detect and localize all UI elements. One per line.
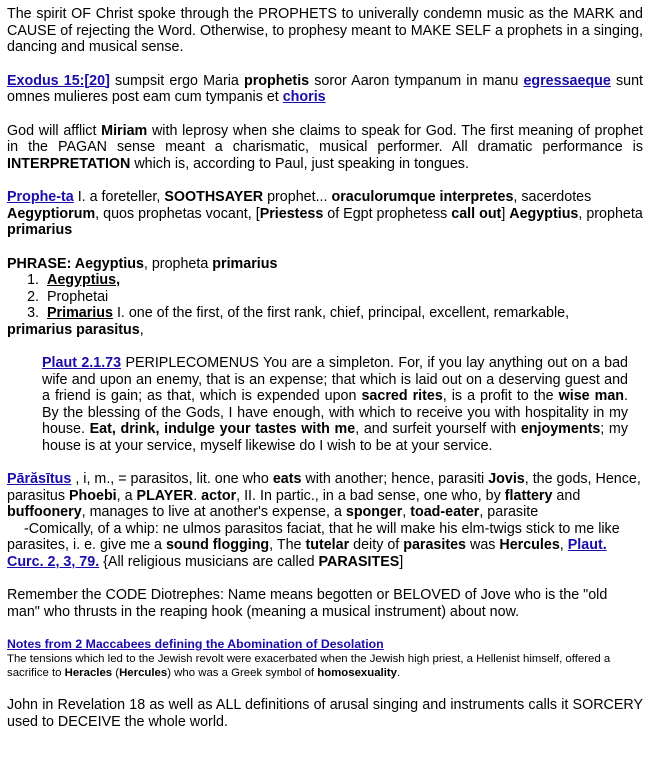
text: , propheta — [578, 205, 643, 222]
aegyptius-link[interactable]: Aegyptius, — [47, 272, 121, 288]
text: , — [139, 321, 144, 338]
egressaeque-link[interactable]: egressaeque — [523, 72, 611, 89]
text: deity of — [349, 537, 404, 553]
text: soror Aaron tympanum in manu — [309, 72, 524, 89]
text: , II. In partic., in a bad sense, one who, by — [236, 487, 505, 504]
text: , propheta — [143, 255, 213, 272]
exodus-paragraph — [7, 73, 643, 106]
bold-term: enjoyments — [520, 421, 601, 437]
phrase-tail — [7, 322, 643, 339]
plaut-curc-link[interactable]: Plaut. Curc. 2, 3, 79. — [7, 537, 607, 570]
text: was — [466, 537, 500, 553]
plaut-link[interactable]: Plaut 2.1.73 — [42, 355, 122, 371]
choris-link[interactable]: choris — [282, 89, 326, 105]
text: sumpsit ergo Maria — [109, 72, 244, 89]
miriam-paragraph — [7, 123, 643, 173]
bold-term: wise man — [558, 388, 625, 404]
maccabees-notes-link[interactable]: Notes from 2 Maccabees defining the Abomination of Desolation — [7, 637, 384, 651]
bold-term: primarius — [212, 255, 278, 272]
bold-term: Eat, drink, indulge your tastes with me — [89, 421, 356, 437]
text: and — [552, 487, 581, 504]
bold-term: eats — [272, 471, 302, 487]
revelation-paragraph — [7, 697, 643, 730]
text: John in Revelation 18 as well as ALL definitions of arusal singing and instruments calls it SORCERY used to DECEIVE the whole world. — [7, 697, 643, 730]
text: , — [559, 537, 568, 553]
phrase-list — [7, 272, 643, 322]
text: , manages to live at another's expense, a — [81, 504, 346, 520]
text: Prophetai — [47, 288, 109, 305]
intro-text: The spirit OF Christ spoke through the PROPHETS to univerally condemn music as the MARK and CAUSE of rejecting the Word. Otherwise, to prophesy meant to MAKE SELF a prophets in a singing, dancing and musical sense. — [7, 6, 643, 55]
bold-term: sponger — [345, 504, 403, 520]
bold-term: sacred rites — [361, 388, 443, 404]
bold-term: homosexuality — [317, 667, 397, 679]
plautus-quote — [42, 355, 628, 454]
code-paragraph — [7, 587, 643, 620]
text: , sacerdotes — [513, 189, 592, 205]
maccabees-notes-text — [7, 652, 643, 680]
text: I. a foreteller, — [73, 189, 165, 205]
phrase-label: PHRASE: Aegyptius — [7, 255, 144, 272]
bold-term: PARASITES — [318, 553, 400, 570]
parasitus-link[interactable]: Pārăsītus — [7, 471, 72, 487]
text: ; my house is at your service, myself likewise do I wish to be at your service. — [42, 421, 628, 454]
text: ] — [501, 205, 510, 222]
phrase-section — [7, 256, 643, 339]
bold-term: SOOTHSAYER — [164, 189, 264, 205]
list-item — [43, 272, 643, 289]
text: Remember the CODE Diotrephes: Name means begotten or BELOVED of Jove who is the "old man" who thrusts in the reaping hook (meaning a musical instrument) about now. — [7, 587, 608, 620]
bold-term: toad-eater — [410, 504, 480, 520]
text: -Comically, of a whip: ne ulmos parasitos faciat, that he will make his elm-twigs stick to me like parasites, i. e. give me a — [7, 520, 620, 553]
text: , quos prophetas vocant, [ — [95, 205, 260, 222]
bold-term: prophetis — [243, 72, 310, 89]
bold-term: primarius — [7, 222, 73, 238]
bold-term: sound flogging — [165, 537, 270, 553]
bold-term: Heracles — [64, 667, 113, 679]
bold-term: flattery — [504, 487, 553, 504]
bold-term: buffoonery — [7, 504, 82, 520]
bold-term: Aegyptius — [509, 205, 579, 222]
text: , parasite — [479, 504, 539, 520]
bold-term: actor — [201, 487, 237, 504]
text: prophet... — [263, 189, 332, 205]
text: . — [397, 667, 401, 679]
text: ( — [112, 667, 120, 679]
text: PERIPLECOMENUS You are a simpleton. For, if you lay anything out on a bad wife and upon an enemy, that is an expense; that which is laid out on a deserving guest and a friend is gain; as that, which is expended upon — [42, 355, 628, 404]
bold-term: primarius parasitus — [7, 321, 140, 338]
text: ] — [399, 553, 404, 570]
text: I. one of the first, of the first rank, chief, principal, excellent, remarkable, — [112, 305, 570, 321]
text: {All religious musicians are called — [99, 553, 319, 570]
bold-term: Phoebi — [68, 487, 117, 504]
text: The tensions which led to the Jewish revolt were exacerbated when the Jewish high priest, a Hellenist himself, offered a sacrifice to — [7, 653, 611, 679]
bold-term: Miriam — [101, 122, 148, 139]
text: ) who was a Greek symbol of — [167, 667, 318, 679]
bold-term: Hercules — [499, 537, 560, 553]
bold-term: call out — [451, 205, 502, 222]
text: , i, m., = parasitos, lit. one who — [71, 471, 273, 487]
bold-term: Aegyptiorum — [7, 205, 96, 222]
exodus-link[interactable]: Exodus 15:[20] — [7, 72, 110, 89]
propheta-paragraph — [7, 189, 643, 239]
text: . By the blessing of the Gods, I have enough, with which to receive you with hospitality in my house. — [42, 388, 629, 437]
bold-term: oraculorumque interpretes — [331, 189, 514, 205]
list-item — [43, 289, 643, 306]
bold-term: INTERPRETATION — [7, 155, 131, 172]
text: , and surfeit yourself with — [355, 421, 521, 437]
text: , a — [116, 487, 137, 504]
text: . — [193, 487, 202, 504]
bold-term: Priestess — [259, 205, 324, 222]
parasitus-paragraph — [7, 471, 643, 570]
text: , The — [269, 537, 306, 553]
text: with leprosy when she claims to speak for God. The first meaning of prophet in the PAGAN sense meant a charismatic, musical performer. All dramatic performance is — [7, 122, 644, 155]
list-item — [43, 305, 643, 322]
bold-term: tutelar — [305, 537, 350, 553]
text: , is a profit to the — [442, 388, 559, 404]
bold-term: PLAYER — [136, 487, 194, 504]
intro-paragraph — [7, 6, 643, 56]
text: , — [402, 504, 411, 520]
text: , the gods, Hence, parasitus — [7, 471, 641, 504]
primarius-link[interactable]: Primarius — [47, 305, 113, 321]
propheta-link[interactable]: Prophe-ta — [7, 189, 74, 205]
bold-term: parasites — [403, 537, 467, 553]
phrase-heading — [7, 256, 643, 273]
text: sunt omnes mulieres post eam cum tympanis et — [7, 72, 644, 105]
text: of Egpt prophetess — [323, 205, 452, 222]
text: with another; hence, parasiti — [301, 471, 489, 487]
maccabees-notes — [7, 637, 643, 680]
bold-term: Jovis — [488, 471, 525, 487]
text: God will afflict — [7, 122, 102, 139]
bold-term: Hercules — [119, 667, 168, 679]
text: which is, according to Paul, just speaking in tongues. — [130, 155, 469, 172]
